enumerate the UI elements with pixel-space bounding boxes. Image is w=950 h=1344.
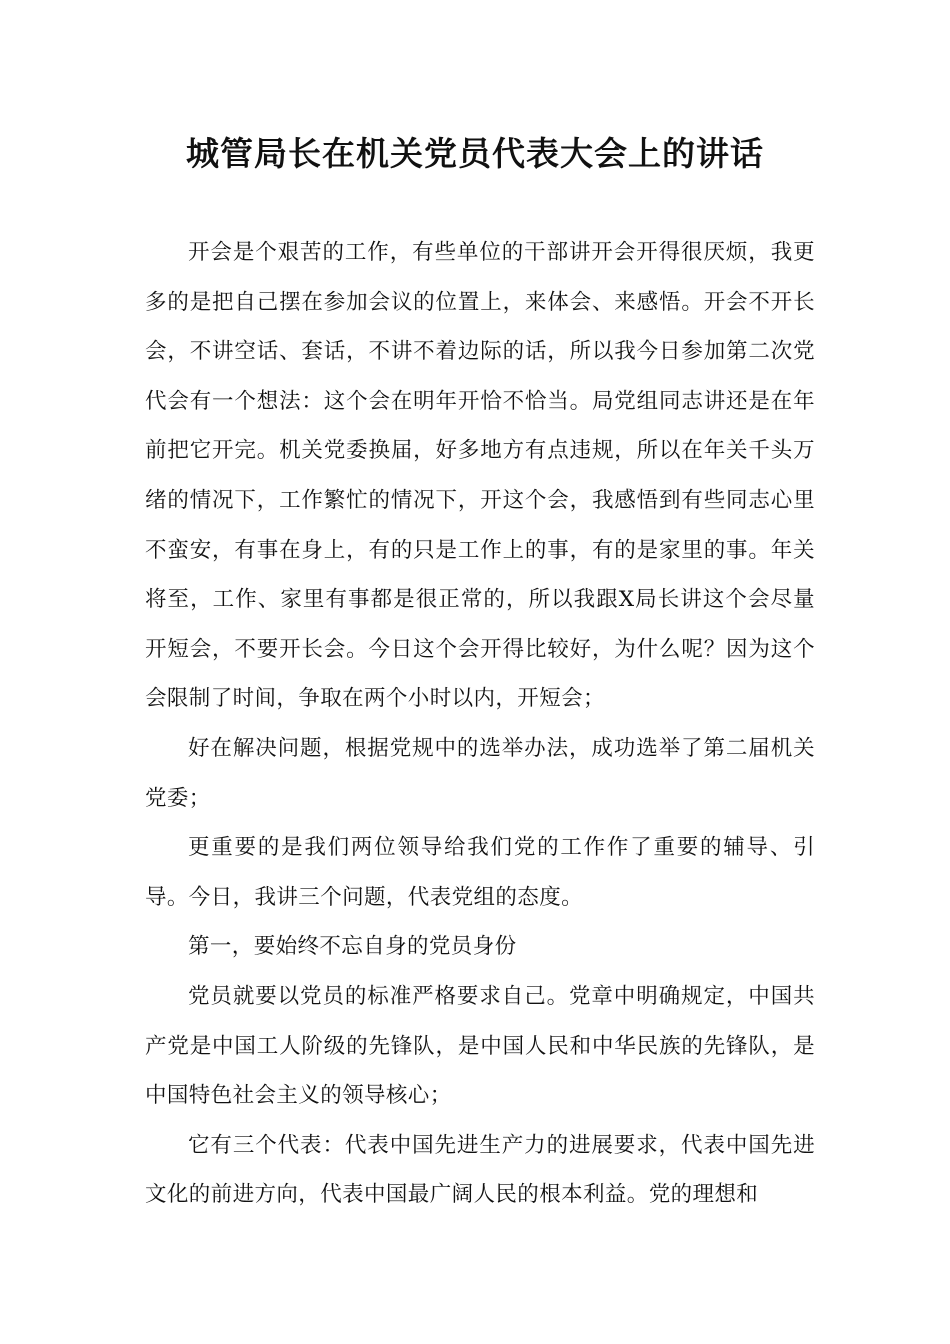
paragraph: 好在解决问题，根据党规中的选举办法，成功选举了第二届机关党委；: [145, 735, 815, 811]
document-body: [145, 228, 815, 1220]
paragraph: 党员就要以党员的标准严格要求自己。党章中明确规定，中国共产党是中国工人阶级的先锋队，是中国人民和中华民族的先锋队，是中国特色社会主义的领导核心；: [145, 983, 815, 1109]
paragraph: 开会是个艰苦的工作，有些单位的干部讲开会开得很厌烦，我更多的是把自己摆在参加会议的位置上，来体会、来感悟。开会不开长会，不讲空话、套话，不讲不着边际的话，所以我今日参加第二次党代会有一个想法：这个会在明年开恰不恰当。局党组同志讲还是在年前把它开完。机关党委换届，好多地方有点违规，所以在年关千头万绪的情况下，工作繁忙的情况下，开这个会，我感悟到有些同志心里不蛮安，有事在身上，有的只是工作上的事，有的是家里的事。年关将至，工作、家里有事都是很正常的，所以我跟X局长讲这个会尽量开短会，不要开长会。今日这个会开得比较好，为什么呢？因为这个会限制了时间，争取在两个小时以内，开短会；: [145, 240, 815, 712]
paragraph: 它有三个代表：代表中国先进生产力的进展要求，代表中国先进文化的前进方向，代表中国最广阔人民的根本利益。党的理想和: [145, 1132, 815, 1208]
paragraph: 更重要的是我们两位领导给我们党的工作作了重要的辅导、引导。今日，我讲三个问题，代表党组的态度。: [145, 835, 815, 910]
document-title: 城管局长在机关党员代表大会上的讲话: [186, 134, 764, 173]
section-heading: 第一，要始终不忘自身的党员身份: [188, 934, 517, 960]
